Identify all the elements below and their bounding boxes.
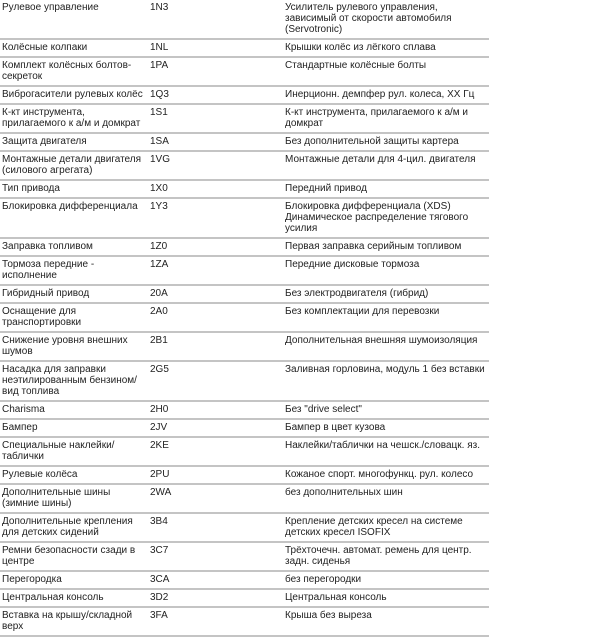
option-code: 1SA [150,136,169,147]
option-code: 1NL [150,42,169,53]
option-name: Ремни безопасности сзади в центре [2,545,136,567]
option-name: Монтажные детали двигателя (силового агрегата) [2,154,142,176]
option-name: Charisma [2,404,45,415]
option-code: 1X0 [150,183,168,194]
table-row [0,543,489,572]
table-row [0,286,489,304]
option-code: 3C7 [150,545,169,556]
option-name: Оснащение для транспортировки [2,306,82,328]
table-row [0,608,489,637]
option-name: Дополнительные крепления для детских сидений [2,516,133,538]
table-row [0,181,489,199]
option-code: 1N3 [150,2,169,13]
option-name: Рулевые колёса [2,469,78,480]
option-code: 1ZA [150,259,169,270]
option-name: Тип привода [2,183,60,194]
table-row [0,362,489,402]
option-name: Блокировка дифференциала [2,201,138,212]
option-code: 2PU [150,469,170,480]
option-code: 3B4 [150,516,168,527]
option-name: Насадка для заправки неэтилированным бензином/вид топлива [2,364,137,397]
option-name: Гибридный привод [2,288,90,299]
option-description: Блокировка дифференциала (XDS) Динамическое распределение тягового усилия [285,201,469,234]
option-name: Специальные наклейки/таблички [2,440,115,462]
option-name: Дополнительные шины (зимние шины) [2,487,111,509]
option-description: Наклейки/таблички на чешск./словацк. яз. [285,440,480,451]
table-row [0,105,489,134]
option-name: Вставка на крышу/складной верх [2,610,133,632]
option-code: 2KE [150,440,169,451]
option-name: Снижение уровня внешних шумов [2,335,128,357]
option-name: Бампер [2,422,38,433]
option-description: без перегородки [285,574,362,585]
option-code: 1Q3 [150,89,169,100]
option-code: 2WA [150,487,172,498]
table-row [0,304,489,333]
option-description: Центральная консоль [285,592,387,603]
table-row [0,134,489,152]
option-code: 1Y3 [150,201,168,212]
option-description: Без дополнительной защиты картера [285,136,459,147]
option-code: 20A [150,288,168,299]
table-row [0,239,489,257]
option-description: Без "drive select" [285,404,362,415]
option-description: К-кт инструмента, прилагаемого к а/м и домкрат [285,107,469,129]
option-description: Крепление детских кресел на системе детских кресел ISOFIX [285,516,463,538]
option-code: 2G5 [150,364,169,375]
table-row [0,333,489,362]
option-code: 2A0 [150,306,168,317]
option-name: Защита двигателя [2,136,87,147]
option-description: Крышки колёс из лёгкого сплава [285,42,436,53]
table-row [0,438,489,467]
option-name: Виброгасители рулевых колёс [2,89,143,100]
table-row [0,257,489,286]
option-name: Перегородка [2,574,62,585]
option-code: 3FA [150,610,168,621]
option-name: Рулевое управление [2,2,99,13]
table-row [0,58,489,87]
option-description: Усилитель рулевого управления, зависимый от скорости автомобиля (Servotronic) [285,2,452,35]
option-code: 1S1 [150,107,168,118]
option-description: Крыша без выреза [285,610,372,621]
option-code: 1PA [150,60,169,71]
option-code: 1Z0 [150,241,168,252]
option-name: Комплект колёсных болтов-секреток [2,60,132,82]
option-code: 2H0 [150,404,169,415]
option-description: Передний привод [285,183,367,194]
table-row [0,87,489,105]
option-code: 3D2 [150,592,169,603]
option-name: Заправка топливом [2,241,93,252]
table-row [0,40,489,58]
table-row [0,485,489,514]
table-row [0,467,489,485]
option-code: 3CA [150,574,170,585]
option-code: 1VG [150,154,171,165]
option-name: Центральная консоль [2,592,104,603]
option-description: Инерционн. демпфер рул. колеса, XX Гц [285,89,475,100]
option-description: Кожаное спорт. многофункц. рул. колесо [285,469,474,480]
table-row [0,152,489,181]
table-row [0,402,489,420]
option-description: Монтажные детали для 4-цил. двигателя [285,154,476,165]
option-description: Передние дисковые тормоза [285,259,420,270]
option-code: 2B1 [150,335,168,346]
option-name: Тормоза передние - исполнение [2,259,95,281]
option-description: Бампер в цвет кузова [285,422,386,433]
table-row [0,514,489,543]
option-code: 2JV [150,422,168,433]
option-name: Колёсные колпаки [2,42,88,53]
table-row [0,199,489,239]
option-description: без дополнительных шин [285,487,403,498]
table-row [0,590,489,608]
option-description: Заливная горловина, модуль 1 без вставки [285,364,485,375]
option-description: Без комплектации для перевозки [285,306,440,317]
table-row [0,420,489,438]
option-description: Первая заправка серийным топливом [285,241,462,252]
option-description: Трёхточечн. автомат. ремень для центр. задн. сиденья [285,545,472,567]
table-row [0,0,489,40]
option-description: Стандартные колёсные болты [285,60,427,71]
option-description: Без электродвигателя (гибрид) [285,288,429,299]
table-row [0,572,489,590]
option-name: К-кт инструмента, прилагаемого к а/м и домкрат [2,107,141,129]
option-description: Дополнительная внешняя шумоизоляция [285,335,478,346]
